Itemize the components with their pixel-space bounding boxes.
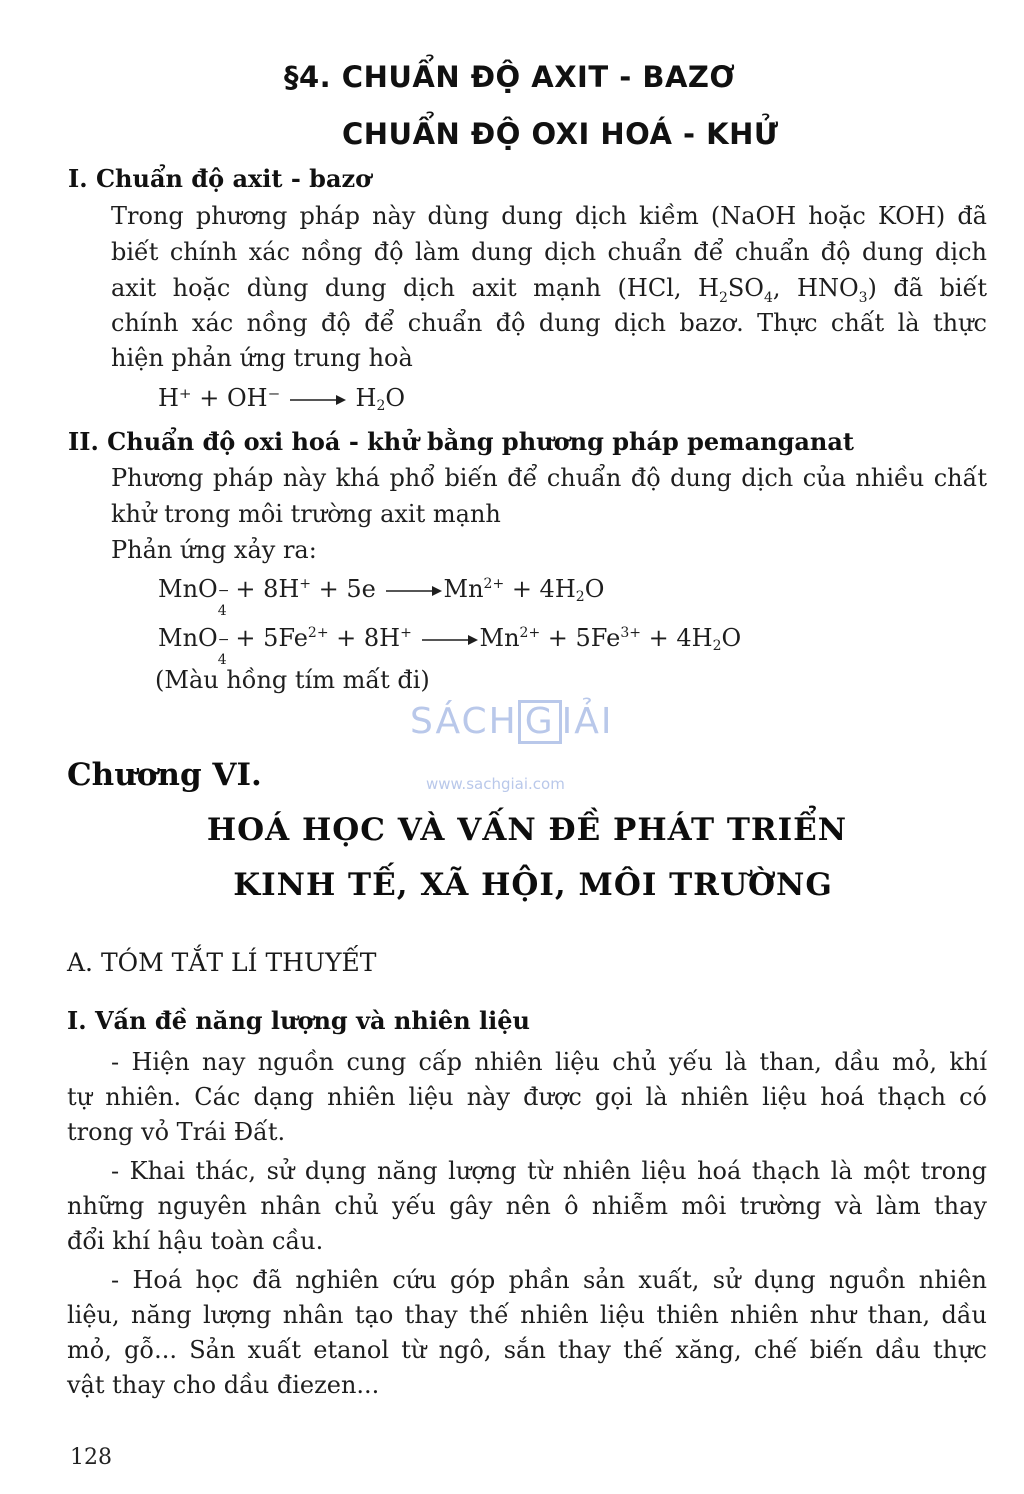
eq-lhs: H⁺ + OH⁻ <box>158 384 281 412</box>
eq1-a-sup: − <box>217 583 230 599</box>
eq1-a: MnO <box>158 575 218 603</box>
watermark-logo <box>410 700 614 744</box>
eq-rhs-tail: O <box>385 384 406 412</box>
eq2-c: + 8H <box>328 624 401 652</box>
eq1-c: + 5e <box>311 575 376 603</box>
permanganate-equation-1 <box>158 575 605 619</box>
part1-line4: chính xác nồng độ để chuẩn độ dung dịch bazơ. Thực chất là thực <box>111 309 987 337</box>
reaction-arrow-icon <box>386 584 442 598</box>
eq1-b: + 8H <box>227 575 300 603</box>
eq1-e-sub: 2 <box>575 589 585 605</box>
para3-line3: mỏ, gỗ... Sản xuất etanol từ ngô, sắn thay thế xăng, chế biến dầu thực <box>67 1336 987 1364</box>
chapter-label: Chương VI. <box>67 757 262 793</box>
chapter-title-line1: HOÁ HỌC VÀ VẤN ĐỀ PHÁT TRIỂN <box>206 812 848 848</box>
eq-rhs-sub: 2 <box>376 398 386 414</box>
para3-line2: liệu, năng lượng nhân tạo thay thế nhiên liệu thiên nhiên như than, dầu <box>67 1301 987 1329</box>
section-title-line1: §4. CHUẨN ĐỘ AXIT - BAZƠ <box>284 60 736 94</box>
section-a-subheading: I. Vấn đề năng lượng và nhiên liệu <box>67 1006 530 1035</box>
para2-line1: - Khai thác, sử dụng năng lượng từ nhiên liệu hoá thạch là một trong <box>111 1157 987 1185</box>
sub-4: 4 <box>763 289 773 306</box>
eq1-d-sup: 2+ <box>483 576 505 592</box>
permanganate-equation-2 <box>158 624 742 668</box>
part1-line2: biết chính xác nồng độ làm dung dịch chuẩn để chuẩn độ dung dịch <box>111 238 987 266</box>
line3-text-mid2: , HNO <box>772 274 859 302</box>
section-title-line2: CHUẨN ĐỘ OXI HOÁ - KHỬ <box>342 117 779 151</box>
eq2-e-sup: 3+ <box>620 625 641 641</box>
watermark-url: www.sachgiai.com <box>426 775 565 793</box>
part1-line5: hiện phản ứng trung hoà <box>111 344 413 372</box>
eq2-a: MnO <box>158 624 218 652</box>
line3-text-pre: axit hoặc dùng dung dịch axit mạnh (HCl, H <box>111 274 719 302</box>
eq2-g: O <box>721 624 742 652</box>
watermark-brand-left: SÁCH <box>410 701 518 742</box>
eq1-e: + 4H <box>504 575 576 603</box>
para1-line1: - Hiện nay nguồn cung cấp nhiên liệu chủ yếu là than, dầu mỏ, khí <box>111 1048 987 1076</box>
page-number: 128 <box>70 1445 112 1470</box>
eq2-a-sub: 4 <box>217 652 227 668</box>
part2-line1: Phương pháp này khá phổ biến để chuẩn độ dung dịch của nhiều chất <box>111 464 987 492</box>
neutralization-equation <box>158 384 405 414</box>
para2-line3: đổi khí hậu toàn cầu. <box>67 1227 324 1255</box>
sub-2: 2 <box>718 289 728 306</box>
color-note: (Màu hồng tím mất đi) <box>155 666 430 694</box>
eq2-c-sup: + <box>400 625 412 641</box>
eq1-d: Mn <box>443 575 484 603</box>
part1-line1: Trong phương pháp này dùng dung dịch kiềm (NaOH hoặc KOH) đã <box>111 202 987 230</box>
line3-text-post: ) đã biết <box>867 274 987 302</box>
line3-text-mid1: SO <box>727 274 764 302</box>
eq2-e: + 5Fe <box>540 624 621 652</box>
para3-line1: - Hoá học đã nghiên cứu góp phần sản xuất, sử dụng nguồn nhiên <box>111 1266 987 1294</box>
watermark-brand-right: IẢI <box>561 701 614 742</box>
chapter-title-line2: KINH TẾ, XÃ HỘI, MÔI TRƯỜNG <box>233 867 833 903</box>
part2-heading: II. Chuẩn độ oxi hoá - khử bằng phương pháp pemanganat <box>68 427 854 456</box>
sub-3: 3 <box>858 289 868 306</box>
eq1-b-sup: + <box>299 576 312 592</box>
eq2-f: + 4H <box>641 624 713 652</box>
reaction-arrow-icon <box>290 393 346 407</box>
watermark-brand-g: G <box>518 700 562 744</box>
eq2-d-sup: 2+ <box>519 625 541 641</box>
eq1-a-sub: 4 <box>217 603 227 619</box>
reaction-arrow-icon <box>422 633 478 647</box>
para3-line4: vật thay cho dầu điezen... <box>67 1371 380 1399</box>
eq2-d: Mn <box>479 624 520 652</box>
eq2-b: + 5Fe <box>227 624 308 652</box>
para2-line2: những nguyên nhân chủ yếu gây nên ô nhiễm môi trường và làm thay <box>67 1192 987 1220</box>
eq2-a-sup: − <box>217 632 230 648</box>
eq1-f: O <box>584 575 605 603</box>
section-a-heading: A. TÓM TẮT LÍ THUYẾT <box>67 948 377 977</box>
para1-line3: trong vỏ Trái Đất. <box>67 1118 286 1146</box>
part1-heading: I. Chuẩn độ axit - bazơ <box>68 164 372 193</box>
para1-line2: tự nhiên. Các dạng nhiên liệu này được gọi là nhiên liệu hoá thạch có <box>67 1083 987 1111</box>
eq-rhs: H <box>355 384 377 412</box>
eq2-b-sup: 2+ <box>307 625 329 641</box>
part2-line3: Phản ứng xảy ra: <box>111 536 317 564</box>
part2-line2: khử trong môi trường axit mạnh <box>111 500 501 528</box>
eq2-f-sub: 2 <box>712 638 722 654</box>
